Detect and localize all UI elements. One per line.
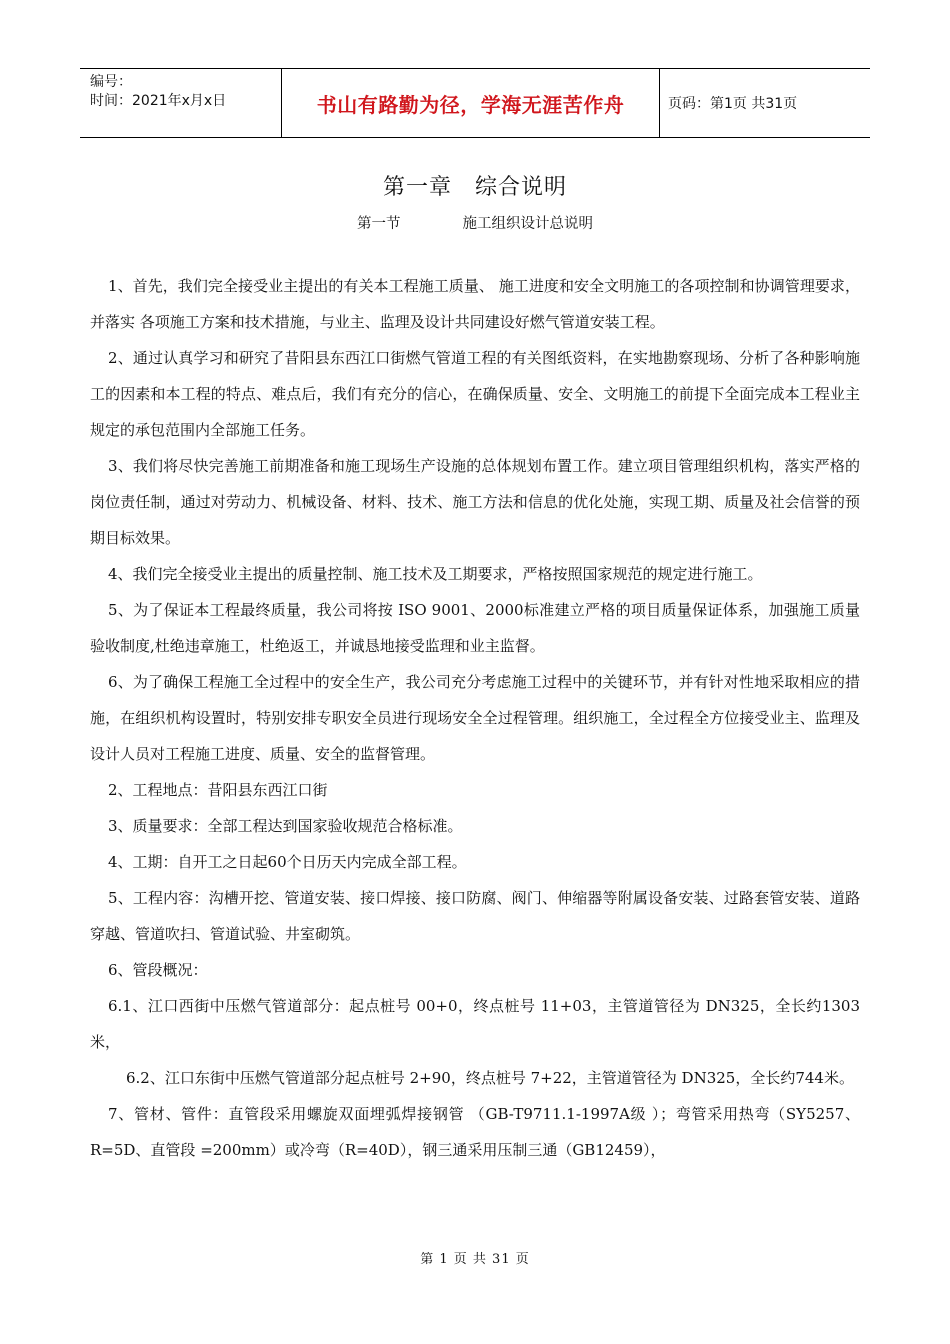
- header-motto: 书山有路勤为径，学海无涯苦作舟: [282, 69, 660, 137]
- section-number: 第一节: [357, 216, 401, 232]
- paragraph: 6、管段概况：: [108, 961, 208, 979]
- paragraph: 3、质量要求：全部工程达到国家验收规范合格标准。: [108, 817, 463, 835]
- paragraph: 3、我们将尽快完善施工前期准备和施工现场生产设施的总体规划布置工作。建立项目管理组织机构，落实严格的岗位责任制，通过对劳动力、机械设备、材料、技术、施工方法和信息的优化处施，实现工期、质量及社会信誉的预期目标效果。: [90, 457, 860, 547]
- number-label: 编号：: [90, 74, 132, 90]
- page-footer: 第 1 页 共 31 页: [420, 1252, 530, 1267]
- paragraph: 6.1、江口西街中压燃气管道部分：起点桩号 00+0，终点桩号 11+03，主管道管径为 DN325，全长约1303米，: [90, 997, 860, 1051]
- paragraph: 5、工程内容：沟槽开挖、管道安装、接口焊接、接口防腐、阀门、伸缩器等附属设备安装、过路套管安装、道路穿越、管道吹扫、管道试验、井室砌筑。: [90, 889, 860, 943]
- paragraph: 4、我们完全接受业主提出的质量控制、施工技术及工期要求，严格按照国家规范的规定进行施工。: [108, 565, 763, 583]
- document-body: [90, 268, 860, 1168]
- section-title: 施工组织设计总说明: [462, 216, 593, 232]
- section-heading: [0, 212, 950, 233]
- paragraph: 2、通过认真学习和研究了昔阳县东西江口街燃气管道工程的有关图纸资料，在实地勘察现场、分析了各种影响施工的因素和本工程的特点、难点后，我们有充分的信心，在确保质量、安全、文明施工的前提下全面完成本工程业主规定的承包范围内全部施工任务。: [90, 349, 860, 439]
- page-header: [80, 68, 870, 138]
- paragraph: 1、首先，我们完全接受业主提出的有关本工程施工质量、 施工进度和安全文明施工的各项控制和协调管理要求，并落实 各项施工方案和技术措施，与业主、监理及设计共同建设好燃气管道安装工程。: [90, 277, 860, 331]
- paragraph: 4、工期：自开工之日起60个日历天内完成全部工程。: [108, 853, 467, 871]
- chapter-title: 第一章 综合说明: [382, 175, 567, 200]
- paragraph: 7、管材、管件：直管段采用螺旋双面埋弧焊接钢管 （GB-T9711.1-1997A级 ）；弯管采用热弯（SY5257、R=5D、直管段 =200mm）或冷弯（R=40D），钢三通采用压制三通（GB12459），: [90, 1105, 860, 1159]
- paragraph: 5、为了保证本工程最终质量，我公司将按 ISO 9001、2000标准建立严格的项目质量保证体系，加强施工质量验收制度,杜绝违章施工，杜绝返工，并诚恳地接受监理和业主监督。: [90, 601, 860, 655]
- paragraph: 6.2、江口东街中压燃气管道部分起点桩号 2+90，终点桩号 7+22，主管道管径为 DN325，全长约744米。: [126, 1069, 854, 1087]
- header-page-info: 页码：第1页 共31页: [668, 96, 798, 112]
- header-meta: [80, 69, 282, 137]
- paragraph: 2、工程地点：昔阳县东西江口街: [108, 781, 328, 799]
- paragraph: 6、为了确保工程施工全过程中的安全生产，我公司充分考虑施工过程中的关键环节，并有针对性地采取相应的措施，在组织机构设置时，特别安排专职安全员进行现场安全全过程管理。组织施工，全过程全方位接受业主、监理及设计人员对工程施工进度、质量、安全的监督管理。: [90, 673, 860, 763]
- time-label: 时间：2021年x月x日: [90, 93, 227, 109]
